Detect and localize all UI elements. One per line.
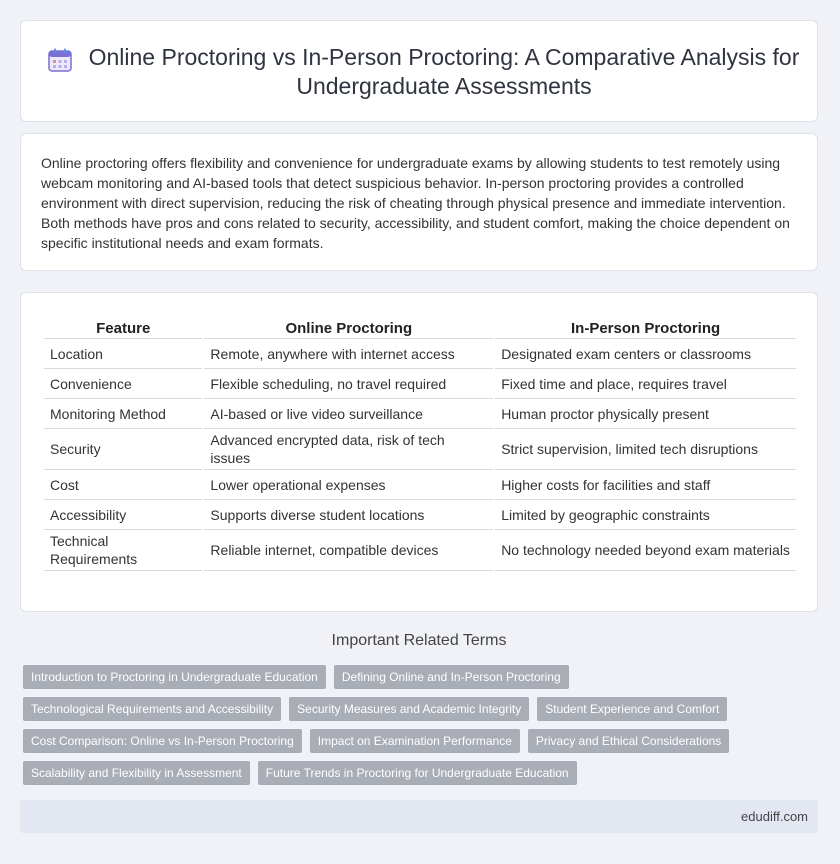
title-card — [20, 20, 818, 122]
feature-cell: Monitoring Method — [44, 399, 202, 429]
online-cell: Reliable internet, compatible devices — [204, 530, 493, 571]
online-cell: Remote, anywhere with internet access — [204, 339, 493, 369]
header-online: Online Proctoring — [204, 314, 493, 339]
footer-site-link[interactable]: edudiff.com — [741, 809, 808, 824]
in-person-cell: Human proctor physically present — [495, 399, 796, 429]
comparison-table-card — [20, 292, 818, 612]
feature-cell: Location — [44, 339, 202, 369]
related-term-tag[interactable]: Student Experience and Comfort — [537, 697, 727, 721]
feature-cell: Security — [44, 429, 202, 470]
in-person-cell: Strict supervision, limited tech disruptions — [495, 429, 796, 470]
page-title: Online Proctoring vs In-Person Proctoring: A Comparative Analysis for Undergraduate Assessments — [88, 44, 800, 99]
table-row — [44, 500, 796, 530]
header-in-person: In-Person Proctoring — [495, 314, 796, 339]
intro-paragraph: Online proctoring offers flexibility and convenience for undergraduate exams by allowing students to test remotely using webcam monitoring and AI-based tools that detect suspicious behavior. In-person proctoring provides a controlled environment with direct supervision, reducing the risk of cheating through physical presence and immediate intervention. Both methods have pros and cons related to security, accessibility, and student comfort, making the choice dependent on specific institutional needs and exam formats. — [41, 155, 790, 251]
table-row — [44, 339, 796, 369]
table-header-row — [44, 314, 796, 339]
table-row — [44, 369, 796, 399]
feature-cell: Cost — [44, 470, 202, 500]
table-row — [44, 399, 796, 429]
online-cell: Lower operational expenses — [204, 470, 493, 500]
online-cell: Flexible scheduling, no travel required — [204, 369, 493, 399]
related-term-tag[interactable]: Defining Online and In-Person Proctoring — [334, 665, 569, 689]
in-person-cell: No technology needed beyond exam materials — [495, 530, 796, 571]
calendar-icon — [47, 47, 73, 73]
related-term-tag[interactable]: Future Trends in Proctoring for Undergraduate Education — [258, 761, 577, 785]
in-person-cell: Higher costs for facilities and staff — [495, 470, 796, 500]
related-terms-list — [23, 665, 803, 785]
related-term-tag[interactable]: Privacy and Ethical Considerations — [528, 729, 729, 753]
feature-cell: Accessibility — [44, 500, 202, 530]
table-row — [44, 470, 796, 500]
online-cell: AI-based or live video surveillance — [204, 399, 493, 429]
table-row — [44, 530, 796, 571]
related-term-tag[interactable]: Introduction to Proctoring in Undergraduate Education — [23, 665, 326, 689]
feature-cell: Technical Requirements — [44, 530, 202, 571]
intro-card — [20, 133, 818, 271]
related-term-tag[interactable]: Cost Comparison: Online vs In-Person Proctoring — [23, 729, 302, 753]
in-person-cell: Designated exam centers or classrooms — [495, 339, 796, 369]
related-terms-heading: Important Related Terms — [331, 632, 507, 649]
related-term-tag[interactable]: Impact on Examination Performance — [310, 729, 520, 753]
online-cell: Supports diverse student locations — [204, 500, 493, 530]
online-cell: Advanced encrypted data, risk of tech issues — [204, 429, 493, 470]
in-person-cell: Fixed time and place, requires travel — [495, 369, 796, 399]
related-term-tag[interactable]: Technological Requirements and Accessibility — [23, 697, 281, 721]
related-term-tag[interactable]: Security Measures and Academic Integrity — [289, 697, 529, 721]
in-person-cell: Limited by geographic constraints — [495, 500, 796, 530]
related-term-tag[interactable]: Scalability and Flexibility in Assessment — [23, 761, 250, 785]
footer — [20, 800, 818, 833]
comparison-table — [42, 314, 798, 571]
feature-cell: Convenience — [44, 369, 202, 399]
table-row — [44, 429, 796, 470]
header-feature: Feature — [44, 314, 202, 339]
